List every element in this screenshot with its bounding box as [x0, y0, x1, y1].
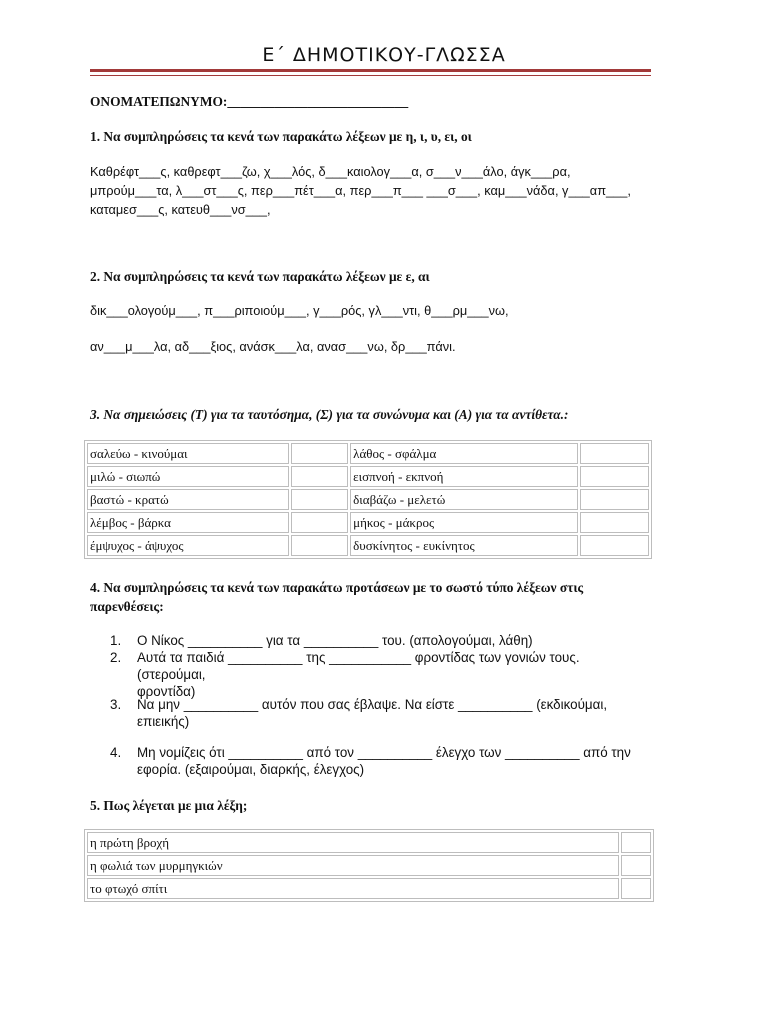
item-number: 3. [110, 697, 122, 712]
table-row [87, 443, 649, 464]
section5-table [84, 829, 654, 902]
section1-line2: μπρούμ___τα, λ___στ___ς, περ___πέτ___α, περ___π___ ___σ___, καμ___νάδα, γ___απ___, [90, 183, 631, 198]
answer-cell[interactable] [621, 878, 651, 899]
item-line: εφορία. (εξαιρούμαι, διαρκής, έλεγχος) [137, 762, 365, 777]
pair-cell: έμψυχος - άψυχος [87, 535, 289, 556]
phrase-cell: η πρώτη βροχή [87, 832, 619, 853]
table-row [87, 832, 651, 853]
table-row [87, 512, 649, 533]
name-line: ΟΝΟΜΑΤΕΠΩΝΥΜΟ:___________________________ [90, 94, 409, 109]
pair-cell: μήκος - μάκρος [350, 512, 578, 533]
answer-cell[interactable] [291, 443, 349, 464]
section1-heading: 1. Να συμπληρώσεις τα κενά των παρακάτω λέξεων με η, ι, υ, ει, οι [90, 129, 472, 144]
pair-cell: βαστώ - κρατώ [87, 489, 289, 510]
answer-cell[interactable] [291, 489, 349, 510]
section1-line3: καταμεσ___ς, κατευθ___νσ___, [90, 202, 271, 217]
item-line: Ο Νίκος __________ για τα __________ του. (απολογούμαι, λάθη) [137, 633, 533, 648]
answer-cell[interactable] [580, 535, 649, 556]
pair-cell: εισπνοή - εκπνοή [350, 466, 578, 487]
pair-cell: σαλεύω - κινούμαι [87, 443, 289, 464]
answer-cell[interactable] [291, 535, 349, 556]
answer-cell[interactable] [580, 512, 649, 533]
table-row [87, 855, 651, 876]
answer-cell[interactable] [621, 855, 651, 876]
table-row [87, 466, 649, 487]
item-line: Μη νομίζεις ότι __________ από τον __________ έλεγχο των __________ από την [137, 745, 631, 760]
item-number: 2. [110, 650, 122, 665]
section2-line1: δικ___ολογούμ___, π___ριποιούμ___, γ___ρός, γλ___ντι, θ___ρμ___νω, [90, 303, 509, 318]
item-line: Να μην __________ αυτόν που σας έβλαψε. Να είστε __________ (εκδικούμαι, [137, 697, 608, 712]
section1-line1: Καθρέφτ___ς, καθρεφτ___ζω, χ___λός, δ___καιολογ___α, σ___ν___άλο, άγκ___ρα, [90, 164, 571, 179]
item-line: επιεικής) [137, 714, 190, 729]
answer-cell[interactable] [621, 832, 651, 853]
header-rule-thick [90, 69, 651, 72]
answer-cell[interactable] [580, 489, 649, 510]
item-line: Αυτά τα παιδιά __________ της ___________ φροντίδας των γονιών τους. (στερούμαι, [137, 650, 580, 682]
pair-cell: λάθος - σφάλμα [350, 443, 578, 464]
pair-cell: μιλώ - σιωπώ [87, 466, 289, 487]
section4-heading-line2: παρενθέσεις: [90, 599, 164, 614]
item-line: φροντίδα) [137, 684, 196, 699]
section4-heading-line1: 4. Να συμπληρώσεις τα κενά των παρακάτω προτάσεων με το σωστό τύπο λέξεων στις [90, 580, 584, 595]
table-row [87, 489, 649, 510]
header-rule-thin [90, 75, 651, 76]
section5-heading: 5. Πως λέγεται με μια λέξη; [90, 798, 248, 813]
section3-heading: 3. Να σημειώσεις (Τ) για τα ταυτόσημα, (Σ) για τα συνώνυμα και (Α) για τα αντίθετα.: [90, 407, 569, 422]
table-row [87, 878, 651, 899]
section3-table [84, 440, 652, 559]
table-row [87, 535, 649, 556]
pair-cell: διαβάζω - μελετώ [350, 489, 578, 510]
section2-line2: αν___μ___λα, αδ___ξιος, ανάσκ___λα, ανασ___νω, δρ___πάνι. [90, 339, 456, 354]
section2-heading: 2. Να συμπληρώσεις τα κενά των παρακάτω λέξεων με ε, αι [90, 269, 430, 284]
page-title: Ε΄ ΔΗΜΟΤΙΚΟΥ-ΓΛΩΣΣΑ [262, 44, 506, 66]
answer-cell[interactable] [291, 512, 349, 533]
phrase-cell: το φτωχό σπίτι [87, 878, 619, 899]
answer-cell[interactable] [580, 466, 649, 487]
pair-cell: λέμβος - βάρκα [87, 512, 289, 533]
answer-cell[interactable] [580, 443, 649, 464]
item-number: 4. [110, 745, 122, 760]
item-number: 1. [110, 633, 122, 648]
phrase-cell: η φωλιά των μυρμηγκιών [87, 855, 619, 876]
pair-cell: δυσκίνητος - ευκίνητος [350, 535, 578, 556]
answer-cell[interactable] [291, 466, 349, 487]
